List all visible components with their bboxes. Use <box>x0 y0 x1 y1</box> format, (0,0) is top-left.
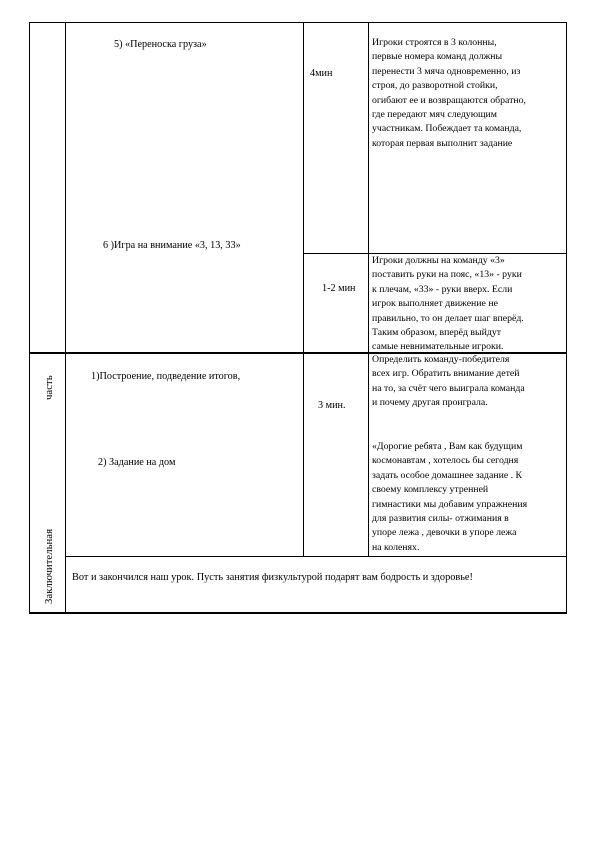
desc-line: на то, за счёт чего выиграла команда <box>372 382 525 394</box>
closing-remarks: Вот и закончился наш урок. Пусть занятия физкультурой подарят вам бодрость и здоровье! <box>72 572 473 583</box>
desc-line: самые невнимательные игроки. <box>372 341 504 353</box>
section-column-border <box>65 22 66 613</box>
desc-line: Игроки должны на команду «3» <box>372 255 505 266</box>
desc-line: строя, до разворотной стойки, <box>372 80 498 92</box>
desc-line: огибают ее и возвращаются обратно, <box>372 94 526 106</box>
time-transport-cargo: 4мин <box>310 68 333 79</box>
activity-transport-cargo: 5) «Переноска груза» <box>114 39 207 50</box>
desc-line: Определить команду-победителя <box>372 354 510 365</box>
desc-line: которая первая выполнит задание <box>372 137 513 149</box>
desc-line: участникам. Побеждает та команда, <box>372 123 522 135</box>
description-attention-game <box>372 254 564 355</box>
time-summary: 3 мин. <box>318 400 346 411</box>
table-top-border <box>29 22 567 23</box>
desc-line: и почему другая проиграла. <box>372 397 488 409</box>
desc-line: где передают мяч следующим <box>372 109 498 121</box>
desc-line: всех игр. Обратить внимание детей <box>372 368 520 380</box>
desc-line: задать особое домашнее задание . К <box>372 469 523 481</box>
desc-line: космонавтам , хотелось бы сегодня <box>372 455 519 467</box>
time-column-border <box>368 22 369 557</box>
desc-line: «Дорогие ребята , Вам как будущим <box>372 441 523 452</box>
description-homework <box>372 440 564 555</box>
desc-line: упоре лежа , девочки в упоре лежа <box>372 527 517 539</box>
activity-summary: 1)Построение, подведение итогов, <box>91 371 241 382</box>
desc-line: поставить руки на пояс, «13» - руки <box>372 269 522 281</box>
desc-line: первые номера команд должны <box>372 51 503 63</box>
time-attention-game: 1-2 мин <box>322 283 356 294</box>
activity-column-border <box>303 22 304 557</box>
table-right-border <box>566 22 567 613</box>
desc-line: для развития силы- отжимания в <box>372 513 509 525</box>
desc-line: перенести 3 мяча одновременно, из <box>372 65 521 77</box>
desc-line: к плечам, «33» - руки вверх. Если <box>372 283 513 295</box>
desc-line: Игроки строятся в 3 колонны, <box>372 37 497 48</box>
desc-line: игрок выполняет движение не <box>372 298 498 310</box>
desc-line: своему комплексу утренней <box>372 484 489 496</box>
section-label-part1: Заключительная <box>43 528 55 604</box>
closing-top-border <box>66 556 567 557</box>
desc-line: на коленях. <box>372 541 420 553</box>
table-left-border <box>29 22 30 613</box>
section-label-part2: часть <box>43 375 55 400</box>
activity-attention-game: 6 )Игра на внимание «3, 13, 33» <box>103 240 241 251</box>
activity-homework: 2) Задание на дом <box>98 457 176 468</box>
desc-line: гимнастики мы добавим упражнения <box>372 498 528 510</box>
desc-line: правильно, то он делает шаг вперёд. <box>372 312 524 324</box>
description-summary <box>372 353 564 411</box>
description-transport-cargo <box>372 36 564 151</box>
desc-line: Таким образом, вперёд выйдут <box>372 327 502 339</box>
table-bottom-border <box>29 612 567 614</box>
